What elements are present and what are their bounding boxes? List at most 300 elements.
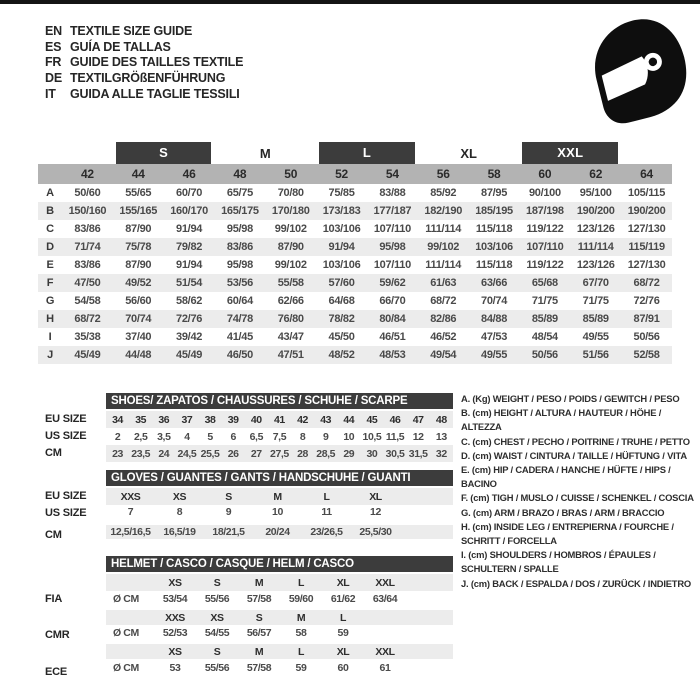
measure-value: 84/88: [481, 313, 508, 325]
gloves-cm-row-cell: 12,5/16,5: [106, 522, 155, 539]
measure-value: 53/56: [226, 277, 253, 289]
measure-value: 83/86: [74, 223, 101, 235]
fia-cert-label: FIA: [45, 593, 63, 605]
measure-value: 71/75: [531, 295, 558, 307]
helmet-sizes-row-cell: M: [280, 608, 322, 625]
shoes-us-row-cell: 6: [230, 430, 236, 443]
diameter-label: [106, 574, 154, 591]
size-number: 60: [519, 164, 570, 184]
measure-value: 70/74: [481, 295, 508, 307]
helmet-sizes-row-cell: XXL: [375, 576, 395, 589]
size-number: 42: [62, 164, 113, 184]
measure-value: 51/56: [582, 349, 609, 361]
size-number: 54: [367, 164, 418, 184]
measure-value: 43/47: [277, 331, 304, 343]
measure-letter: F: [46, 277, 54, 289]
measure-value: 165/175: [221, 205, 259, 217]
measure-value: 107/110: [373, 259, 411, 271]
shoes-us-row: [106, 428, 453, 445]
measure-row: [38, 310, 672, 328]
measure-letter: H: [46, 313, 54, 325]
gloves-eu-row-cell: S: [225, 490, 232, 503]
measure-value: 85/89: [531, 313, 558, 325]
language-title: GUIDA ALLE TAGLIE TESSILI: [70, 86, 240, 101]
measure-value: 115/118: [475, 259, 513, 271]
measure-value: 48/52: [328, 349, 355, 361]
measure-value: 74/78: [226, 313, 253, 325]
measure-value: 150/160: [68, 205, 107, 217]
measure-value: 185/195: [475, 205, 513, 217]
helmet-sizes-row-cell: XL: [322, 642, 364, 659]
measure-value: 99/102: [274, 259, 307, 271]
measure-value: 87/90: [277, 241, 304, 253]
helmet-sizes-row-cell: L: [322, 608, 364, 625]
top-border-rule: [0, 0, 700, 4]
measure-value: 41/45: [226, 331, 253, 343]
shoes-cm-label: CM: [45, 447, 62, 459]
shoes-eu-row-cell: 38: [204, 413, 216, 426]
gloves-eu-row-cell: M: [273, 490, 282, 503]
language-title: GUIDE DES TAILLES TEXTILE: [70, 55, 244, 70]
helmet-values-row-cell: [364, 625, 406, 642]
measure-value: 67/70: [582, 277, 609, 289]
shoes-us-row-cell: 4: [184, 430, 190, 443]
size-group-cell: XL: [460, 145, 477, 161]
measure-value: 70/80: [277, 187, 304, 199]
size-group-bar: S: [116, 142, 212, 164]
shoes-cm-row-cell: 29: [343, 447, 355, 460]
shoes-us-row-cell: 2,5: [133, 430, 148, 443]
gloves-cm-row-cell: 16,5/19: [155, 522, 204, 539]
size-number: 58: [469, 164, 520, 184]
helmet-values-row-cell: 57/58: [246, 661, 272, 674]
language-code: DE: [45, 70, 62, 85]
measure-value: 68/72: [430, 295, 457, 307]
helmet-values-row-cell: 59/60: [288, 592, 314, 605]
textile-size-table: [38, 142, 672, 364]
shoes-eu-row-cell: 46: [389, 413, 401, 426]
shoes-eu-row-cell: 45: [366, 413, 378, 426]
filler-cell: [406, 625, 453, 642]
ece-cert-label: ECE: [45, 666, 68, 678]
helmet-sizes-row-cell: [364, 608, 406, 625]
shoes-cm-row-cell: 32: [435, 447, 447, 460]
measure-value: 56/60: [125, 295, 152, 307]
measure-value: 37/40: [125, 331, 152, 343]
size-number: 64: [621, 164, 672, 184]
measure-value: 127/130: [627, 223, 666, 235]
language-code: EN: [45, 23, 62, 38]
measure-value: 187/198: [526, 205, 564, 217]
helmet-sizes-row-cell: M: [238, 642, 280, 659]
language-code: IT: [45, 86, 56, 101]
measure-value: 177/187: [373, 205, 412, 217]
helmet-sizes-row: [106, 642, 453, 659]
measure-value: 99/102: [427, 241, 460, 253]
legend-item: F. (cm) TIGH / MUSLO / CUISSE / SCHENKEL / COSCIA: [461, 492, 694, 504]
helmet-values-row: [106, 659, 453, 676]
helmet-size-table: [106, 574, 453, 676]
measure-value: 72/76: [176, 313, 203, 325]
gloves-cm-label: CM: [45, 529, 62, 541]
gloves-cm-row-cell: 23/26,5: [302, 522, 351, 539]
gloves-eu-row-cell: L: [323, 490, 330, 503]
shoes-eu-row-cell: 37: [181, 413, 193, 426]
shoes-eu-row-cell: 39: [227, 413, 239, 426]
helmet-values-row-cell: 55/56: [204, 592, 230, 605]
measure-value: 160/170: [170, 205, 208, 217]
helmet-sizes-row-cell: XS: [196, 608, 238, 625]
legend-item: D. (cm) WAIST / CINTURA / TAILLE / HÜFTUNG / VITA: [461, 449, 687, 461]
shoes-section-header: SHOES/ ZAPATOS / CHAUSSURES / SCHUHE / SCARPE: [106, 393, 453, 409]
filler-cell: [406, 574, 453, 591]
shoes-us-row-cell: 3,5: [157, 430, 171, 443]
size-number: 52: [316, 164, 367, 184]
measure-value: 39/42: [176, 331, 203, 343]
shoes-eu-row-cell: 36: [158, 413, 170, 426]
measure-value: 107/110: [526, 241, 564, 253]
diameter-label: Ø CM: [113, 626, 139, 639]
measure-value: 46/50: [226, 349, 253, 361]
measure-value: 182/190: [424, 205, 463, 217]
measure-value: 49/52: [125, 277, 152, 289]
measure-value: 55/65: [125, 187, 152, 199]
shoes-cm-row-cell: 28,5: [316, 447, 336, 460]
shoes-cm-row: [106, 445, 453, 462]
size-group-spacer: [38, 142, 113, 164]
measure-value: 111/114: [577, 241, 614, 253]
helmet-values-row-cell: 57/58: [246, 592, 272, 605]
size-number: 50: [265, 164, 316, 184]
helmet-icon: [589, 16, 689, 124]
measure-value: 103/106: [322, 259, 361, 271]
shoes-us-size-label: US SIZE: [45, 430, 87, 442]
measure-value: 55/58: [277, 277, 304, 289]
shoes-us-row-cell: 8: [299, 430, 306, 443]
size-number: 46: [164, 164, 215, 184]
measure-row: [38, 184, 672, 202]
diameter-label: Ø CM: [113, 661, 139, 674]
measure-value: 60/64: [226, 295, 253, 307]
measure-value: 35/38: [74, 331, 101, 343]
measure-value: 49/55: [582, 331, 609, 343]
helmet-sizes-row-cell: XXS: [154, 608, 196, 625]
measure-value: 65/75: [226, 187, 253, 199]
measure-row: [38, 292, 672, 310]
measure-letter: E: [46, 259, 54, 271]
helmet-sizes-row-cell: XXL: [364, 642, 406, 659]
size-number: 44: [113, 164, 164, 184]
language-row: [45, 54, 243, 70]
helmet-sizes-row: [106, 608, 453, 625]
measure-value: 46/51: [379, 331, 406, 343]
helmet-values-row-cell: 59: [337, 626, 349, 639]
shoes-cm-row-cell: 25,5: [200, 447, 220, 460]
measure-value: 127/130: [627, 259, 666, 271]
measure-value: 45/49: [176, 349, 203, 361]
shoes-cm-row-cell: 24,5: [177, 447, 197, 460]
shoes-eu-row-cell: 41: [273, 413, 285, 426]
measure-value: 45/49: [74, 349, 101, 361]
measure-value: 190/200: [627, 205, 666, 217]
measure-value: 119/122: [526, 259, 564, 271]
shoes-eu-row-cell: 34: [112, 413, 123, 426]
helmet-values-row: [106, 625, 453, 642]
gloves-cm-row: [106, 522, 453, 539]
helmet-section-header: HELMET / CASCO / CASQUE / HELM / CASCO: [106, 556, 453, 572]
measure-value: 115/119: [628, 241, 665, 253]
shoes-eu-row-cell: 48: [435, 413, 447, 426]
shoes-eu-row-cell: 42: [297, 413, 308, 426]
gloves-eu-row-cell: XXS: [120, 490, 141, 503]
size-number-row: [38, 164, 672, 184]
measure-value: 119/122: [526, 223, 564, 235]
legend-item: I. (cm) SHOULDERS / HOMBROS / ÉPAULES / SCHULTERN / SPALLE: [461, 549, 656, 575]
measure-value: 79/82: [176, 241, 203, 253]
measure-value: 91/94: [176, 259, 203, 271]
size-group-row: [38, 142, 672, 164]
filler-cell: [406, 659, 453, 676]
shoes-eu-row: [106, 411, 453, 428]
shoes-cm-row-cell: 23,5: [131, 447, 151, 460]
measure-value: 66/70: [379, 295, 406, 307]
shoes-cm-row-cell: 28: [297, 447, 308, 460]
shoes-us-row-cell: 12: [412, 430, 424, 443]
size-group-spacer: [621, 142, 672, 164]
helmet-values-row-cell: 59: [295, 661, 307, 674]
measure-value: 57/60: [328, 277, 355, 289]
measure-row: [38, 202, 672, 220]
measure-value: 87/90: [125, 223, 152, 235]
measure-letter: B: [46, 205, 54, 217]
measure-value: 54/58: [74, 295, 101, 307]
measure-value: 111/114: [425, 223, 462, 235]
measure-value: 70/74: [125, 313, 152, 325]
shoes-eu-size-label: EU SIZE: [45, 413, 87, 425]
measure-letter: D: [46, 241, 54, 253]
shoes-cm-row-cell: 23: [112, 447, 123, 460]
measure-row: [38, 238, 672, 256]
diameter-label: [106, 642, 154, 659]
measure-value: 85/89: [582, 313, 609, 325]
diameter-label: [106, 608, 154, 625]
filler-cell: [400, 505, 453, 522]
shoes-cm-row-cell: 30,5: [385, 447, 405, 460]
measure-letter: C: [46, 223, 54, 235]
helmet-values-row-cell: 54/55: [204, 626, 230, 639]
language-code: ES: [45, 39, 62, 54]
size-group-bar: L: [319, 142, 415, 164]
measure-letter: J: [47, 349, 53, 361]
legend-item: A. (Kg) WEIGHT / PESO / POIDS / GEWITCH / PESO: [461, 393, 680, 404]
measure-value: 71/75: [582, 295, 609, 307]
shoes-cm-row-cell: 27,5: [270, 447, 289, 460]
gloves-us-row-cell: 12: [370, 506, 381, 519]
helmet-sizes-row-cell: M: [254, 576, 264, 589]
measure-value: 62/66: [277, 295, 304, 307]
gloves-size-table: [106, 488, 453, 539]
language-title: TEXTILGRÖßENFÜHRUNG: [70, 70, 226, 85]
shoes-eu-row-cell: 47: [412, 413, 424, 426]
helmet-sizes-row-cell: S: [213, 576, 221, 589]
helmet-sizes-row-cell: XL: [336, 576, 350, 589]
helmet-values-row-cell: 63/64: [372, 592, 398, 605]
measure-value: 91/94: [328, 241, 355, 253]
measure-value: 103/106: [475, 241, 513, 253]
measure-value: 95/100: [579, 187, 612, 199]
measure-value: 49/55: [481, 349, 508, 361]
shoes-eu-row-cell: 35: [135, 413, 147, 426]
filler-cell: [406, 642, 453, 659]
language-row: [45, 70, 243, 86]
measure-value: 90/100: [528, 187, 561, 199]
measure-value: 47/51: [277, 349, 304, 361]
shoes-eu-row-cell: 43: [320, 413, 332, 426]
diameter-label: Ø CM: [113, 592, 139, 605]
measure-value: 103/106: [322, 223, 361, 235]
helmet-sizes-row-cell: XS: [168, 576, 182, 589]
legend-item: G. (cm) ARM / BRAZO / BRAS / ARM / BRACCIO: [461, 506, 665, 518]
cmr-cert-label: CMR: [45, 629, 70, 641]
measure-value: 91/94: [176, 223, 203, 235]
helmet-values-row-cell: 60: [337, 661, 349, 674]
measure-value: 83/86: [226, 241, 253, 253]
measure-value: 45/50: [328, 331, 355, 343]
shoes-us-row-cell: 11,5: [385, 430, 405, 443]
measure-value: 75/85: [328, 187, 355, 199]
measure-value: 155/165: [119, 205, 158, 217]
measure-value: 85/92: [430, 187, 457, 199]
legend-item: B. (cm) HEIGHT / ALTURA / HAUTEUR / HÖHE / ALTEZZA: [461, 407, 662, 433]
shoes-us-row-cell: 7,5: [272, 430, 287, 443]
helmet-values-row-cell: 61/62: [330, 592, 356, 605]
helmet-values-row-cell: 53: [169, 661, 181, 674]
legend-item: C. (cm) CHEST / PECHO / POITRINE / TRUHE / PETTO: [461, 435, 690, 447]
gloves-us-row-cell: 7: [127, 506, 134, 519]
shoes-cm-row-cell: 27: [250, 447, 262, 460]
shoes-us-row-cell: 10: [343, 430, 355, 443]
helmet-sizes-row-cell: S: [196, 642, 238, 659]
helmet-sizes-row-cell: L: [297, 576, 304, 589]
size-group-cell: [519, 142, 621, 164]
measure-value: 170/180: [271, 205, 310, 217]
shoes-eu-row-cell: 40: [250, 413, 262, 426]
measure-value: 49/54: [430, 349, 457, 361]
helmet-values-row-cell: 58: [295, 626, 307, 639]
shoes-us-row-cell: 9: [322, 430, 329, 443]
helmet-sizes-row-cell: S: [238, 608, 280, 625]
measure-row: [38, 256, 672, 274]
measure-value: 72/76: [633, 295, 660, 307]
gloves-eu-row-cell: XL: [369, 490, 382, 503]
helmet-values-row-cell: 61: [379, 661, 391, 674]
size-group-cell: [316, 142, 418, 164]
helmet-sizes-row-cell: XS: [154, 642, 196, 659]
measure-value: 64/68: [328, 295, 355, 307]
helmet-values-row-cell: 56/57: [246, 626, 272, 639]
measure-value: 105/115: [628, 187, 666, 199]
gloves-eu-row: [106, 488, 453, 505]
gloves-cm-row-cell: 25,5/30: [351, 522, 400, 539]
measure-value: 87/91: [633, 313, 660, 325]
shoes-size-table: [106, 411, 453, 462]
shoes-cm-row-cell: 26: [227, 447, 239, 460]
measure-value: 65/68: [531, 277, 558, 289]
measure-value: 50/60: [74, 187, 101, 199]
gloves-us-row-cell: 11: [321, 506, 332, 519]
shoes-us-row-cell: 5: [207, 430, 213, 443]
filler-cell: [400, 488, 453, 505]
measure-value: 123/126: [576, 223, 615, 235]
measure-value: 71/74: [74, 241, 101, 253]
language-row: [45, 23, 243, 39]
measure-value: 60/70: [176, 187, 203, 199]
gloves-eu-size-label: EU SIZE: [45, 490, 87, 502]
measure-value: 173/183: [322, 205, 361, 217]
measure-row: [38, 220, 672, 238]
measure-row: [38, 274, 672, 292]
shoes-cm-row-cell: 31,5: [408, 447, 428, 460]
size-number: 56: [418, 164, 469, 184]
shoes-us-row-cell: 10,5: [362, 430, 382, 443]
measure-value: 123/126: [576, 259, 615, 271]
measure-value: 44/48: [125, 349, 152, 361]
measure-value: 115/118: [475, 223, 513, 235]
measure-value: 99/102: [274, 223, 307, 235]
helmet-values-row-cell: 52/53: [162, 626, 188, 639]
measure-value: 80/84: [379, 313, 406, 325]
helmet-values-row: [106, 591, 453, 608]
filler-cell: [406, 591, 453, 608]
language-code: FR: [45, 55, 62, 70]
measure-value: 190/200: [576, 205, 615, 217]
measure-value: 76/80: [277, 313, 304, 325]
measure-value: 68/72: [633, 277, 660, 289]
measure-value: 87/95: [481, 187, 508, 199]
measure-value: 95/98: [226, 223, 253, 235]
measure-letter: A: [46, 187, 54, 199]
measure-letter: G: [45, 295, 55, 307]
measure-value: 50/56: [633, 331, 660, 343]
helmet-values-row-cell: 55/56: [204, 661, 230, 674]
gloves-us-row-cell: 9: [225, 506, 232, 519]
gloves-cm-row-cell: 18/21,5: [204, 522, 253, 539]
size-group-cell: M: [259, 145, 271, 161]
measure-value: 78/82: [328, 313, 355, 325]
measure-value: 50/56: [531, 349, 558, 361]
measure-value: 47/53: [481, 331, 508, 343]
measure-value: 58/62: [176, 295, 203, 307]
filler-cell: [406, 608, 453, 625]
helmet-sizes-row-cell: L: [280, 642, 322, 659]
filler-cell: [400, 522, 453, 539]
shoes-eu-row-cell: 44: [343, 413, 355, 426]
measure-value: 47/50: [74, 277, 101, 289]
measurement-legend: [461, 392, 694, 591]
gloves-us-row-cell: 8: [176, 506, 183, 519]
measure-value: 52/58: [633, 349, 660, 361]
measure-value: 95/98: [379, 241, 406, 253]
measure-value: 48/53: [379, 349, 406, 361]
shoes-cm-row-cell: 30: [366, 447, 378, 460]
helmet-values-row-cell: 53/54: [162, 592, 188, 605]
measure-value: 61/63: [430, 277, 457, 289]
language-title: TEXTILE SIZE GUIDE: [70, 23, 193, 38]
measure-value: 46/52: [430, 331, 457, 343]
measure-value: 63/66: [481, 277, 508, 289]
measure-value: 95/98: [226, 259, 253, 271]
measure-row: [38, 346, 672, 364]
